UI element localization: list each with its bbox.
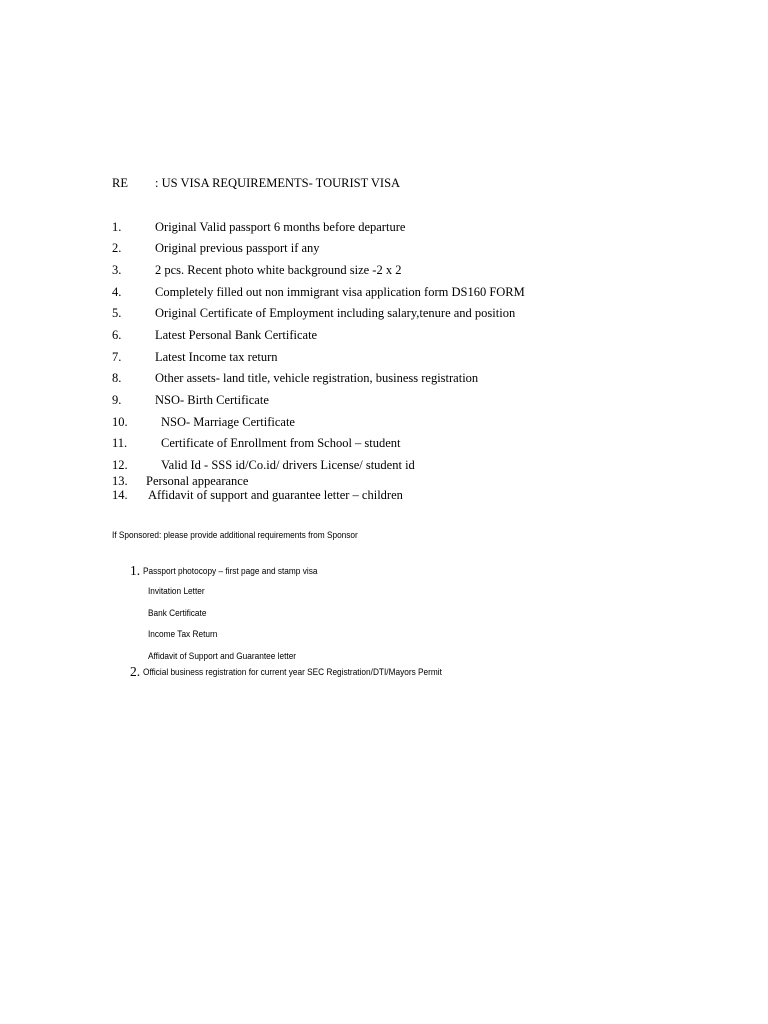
item-number: 3.: [112, 263, 122, 277]
sponsor-sub-item: Invitation Letter: [148, 586, 205, 596]
item-text: Original Valid passport 6 months before departure: [155, 220, 406, 234]
item-number: 7.: [112, 350, 122, 364]
sponsor-sub-item: Income Tax Return: [148, 629, 218, 639]
item-number: 13.: [112, 474, 128, 488]
item-text: 2 pcs. Recent photo white background size -2 x 2: [155, 263, 402, 277]
sponsor-item-text: Official business registration for current year SEC Registration/DTI/Mayors Permit: [143, 667, 442, 677]
item-number: 12.: [112, 458, 128, 472]
re-label: RE: [112, 176, 128, 190]
item-number: 4.: [112, 285, 122, 299]
item-text: Latest Personal Bank Certificate: [155, 328, 318, 342]
item-number: 14.: [112, 488, 128, 502]
item-text: NSO- Marriage Certificate: [161, 415, 295, 429]
item-number: 9.: [112, 393, 122, 407]
item-text: Affidavit of support and guarantee letter – children: [148, 488, 403, 502]
sponsor-item-text: Passport photocopy – first page and stamp visa: [143, 566, 318, 576]
item-number: 11.: [112, 436, 128, 450]
item-number: 6.: [112, 328, 122, 342]
item-text: Original previous passport if any: [155, 241, 320, 255]
item-number: 2.: [112, 241, 122, 255]
item-text: Personal appearance: [146, 474, 249, 488]
item-text: Latest Income tax return: [155, 350, 278, 364]
document-subject: : US VISA REQUIREMENTS- TOURIST VISA: [155, 176, 401, 190]
item-number: 1.: [112, 220, 122, 234]
item-number: 10.: [112, 415, 128, 429]
sponsor-item-number: 2.: [130, 664, 141, 679]
item-text: NSO- Birth Certificate: [155, 393, 269, 407]
sponsor-sub-item: Affidavit of Support and Guarantee letter: [148, 651, 297, 661]
item-number: 8.: [112, 371, 122, 385]
item-text: Valid Id - SSS id/Co.id/ drivers License/ student id: [161, 458, 415, 472]
item-number: 5.: [112, 306, 122, 320]
item-text: Certificate of Enrollment from School – student: [161, 436, 401, 450]
item-text: Original Certificate of Employment including salary,tenure and position: [155, 306, 516, 320]
sponsor-note: If Sponsored: please provide additional requirements from Sponsor: [112, 530, 358, 540]
sponsor-sub-item: Bank Certificate: [148, 608, 207, 618]
item-text: Other assets- land title, vehicle registration, business registration: [155, 371, 479, 385]
sponsor-item-number: 1.: [130, 563, 141, 578]
item-text: Completely filled out non immigrant visa application form DS160 FORM: [155, 285, 525, 299]
